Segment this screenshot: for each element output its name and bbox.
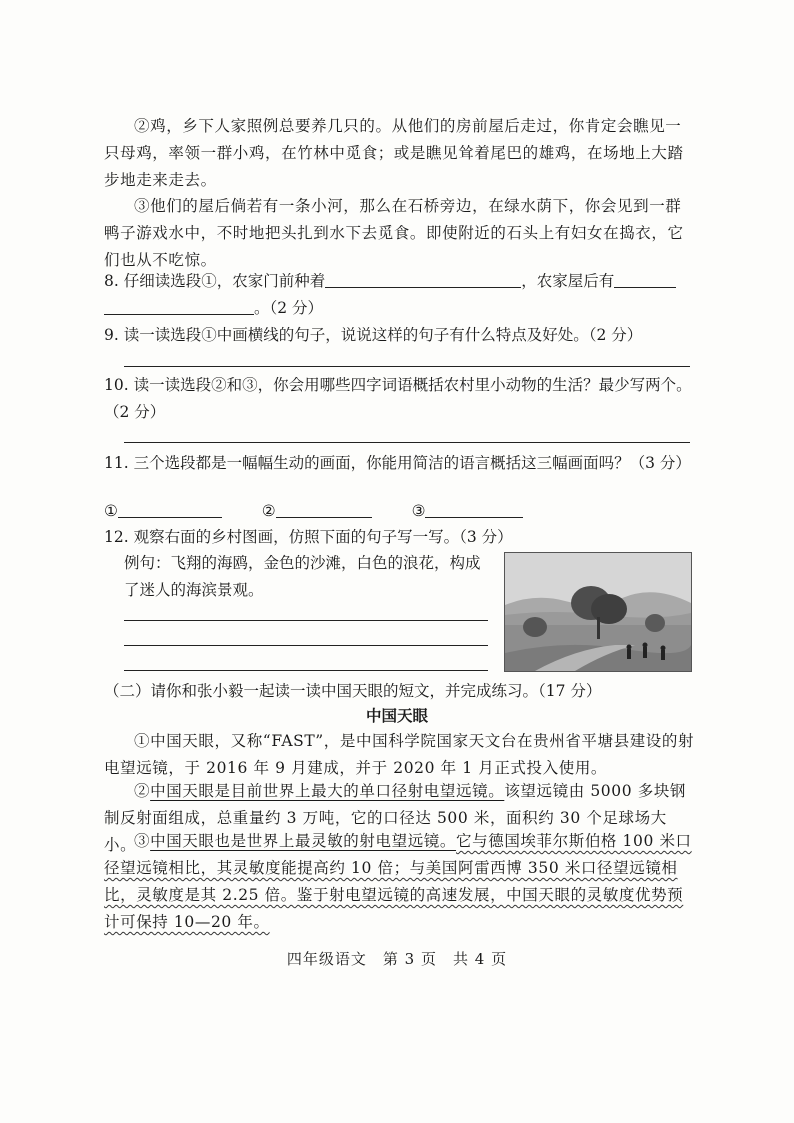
- blank-11-3-label: ③: [411, 502, 426, 520]
- village-scene-illustration: [505, 553, 691, 671]
- answer-blank-8c[interactable]: [104, 296, 254, 315]
- question-10: 10. 读一读选段②和③，你会用哪些四字词语概括农村里小动物的生活？最少写两个。（2 分）: [104, 376, 692, 421]
- answer-blank-11-1[interactable]: [118, 499, 222, 518]
- passage-paragraph-3: ③他们的屋后倘若有一条小河，那么在石桥旁边，在绿水荫下，你会见到一群鸭子游戏水中，不时地把头扎到水下去觅食。即使附近的石头上有妇女在捣衣，它们也从不吃惊。: [104, 197, 684, 269]
- answer-line-12c[interactable]: [124, 670, 488, 671]
- paragraph-2-number: ②: [134, 782, 151, 800]
- passage-2-paragraph-1: ①中国天眼，又称“FAST”，是中国科学院国家天文台在贵州省平塘县建设的射电望远镜，于 2016 年 9 月建成，并于 2020 年 1 月正式投入使用。: [104, 732, 695, 777]
- answer-blank-11-2[interactable]: [276, 499, 372, 518]
- blank-11-1-label: ①: [104, 502, 118, 520]
- question-8-part2: ，农家屋后有: [521, 272, 615, 290]
- village-picture: [504, 552, 692, 672]
- paragraph-2-underlined-sentence: 中国天眼是目前世界上最大的单口径射电望远镜。: [150, 782, 505, 800]
- answer-line-12b[interactable]: [124, 645, 488, 646]
- question-8-part3: 。（2 分）: [254, 299, 324, 317]
- answer-blank-11-3[interactable]: [425, 499, 523, 518]
- answer-line-9[interactable]: [124, 366, 690, 367]
- paragraph-3-wavy-sentences: 它与德国埃菲尔斯伯格 100 米口径望远镜相比，其灵敏度能提高约 10 倍；与美国阿雷西博 350 米口径望远镜相比，灵敏度是其 2.25 倍。鉴于射电望远镜的高速发展，中国天眼的灵敏度优势预计可保持 10—20 年。: [104, 832, 692, 931]
- paragraph-3-underlined-sentence: 中国天眼也是世界上最灵敏的射电望远镜。: [150, 832, 457, 850]
- answer-blank-8b[interactable]: [614, 269, 676, 288]
- answer-blank-8a[interactable]: [325, 269, 521, 288]
- passage-paragraph-2: ②鸡，乡下人家照例总要养几只的。从他们的房前屋后走过，你肯定会瞧见一只母鸡，率领一群小鸡，在竹林中觅食；或是瞧见耸着尾巴的雄鸡，在场地上大踏步地走来走去。: [104, 117, 684, 189]
- question-12-example: 例句：飞翔的海鸥，金色的沙滩，白色的浪花，构成了迷人的海滨景观。: [124, 554, 481, 599]
- question-12: 12. 观察右面的乡村图画，仿照下面的句子写一写。（3 分）: [104, 528, 513, 546]
- paragraph-2-rest: 该望远镜由 5000 多块钢制反射面组成，总重量约 3 万吨，它的口径达 500 米，面积约 30 个足球场大小。: [104, 782, 687, 854]
- question-8: [104, 268, 696, 322]
- blank-11-2-label: ②: [261, 502, 276, 520]
- question-8-part1: 8. 仔细读选段①，农家门前种着: [104, 272, 326, 290]
- paragraph-3-number: ③: [134, 832, 151, 850]
- passage-2-paragraph-3: [104, 828, 696, 936]
- page-footer: 四年级语文 第 3 页 共 4 页: [286, 950, 508, 968]
- question-9: 9. 读一读选段①中画横线的句子，说说这样的句子有什么特点及好处。（2 分）: [104, 326, 643, 344]
- question-11: 11. 三个选段都是一幅幅生动的画面，你能用简洁的语言概括这三幅画面吗？（3 分）: [104, 454, 691, 472]
- answer-line-12a[interactable]: [124, 620, 488, 621]
- section-2-heading: （二）请你和张小毅一起读一读中国天眼的短文，并完成练习。（17 分）: [104, 682, 602, 700]
- passage-2-title: 中国天眼: [365, 706, 428, 725]
- question-11-blanks: [104, 498, 696, 525]
- answer-line-10[interactable]: [124, 442, 690, 443]
